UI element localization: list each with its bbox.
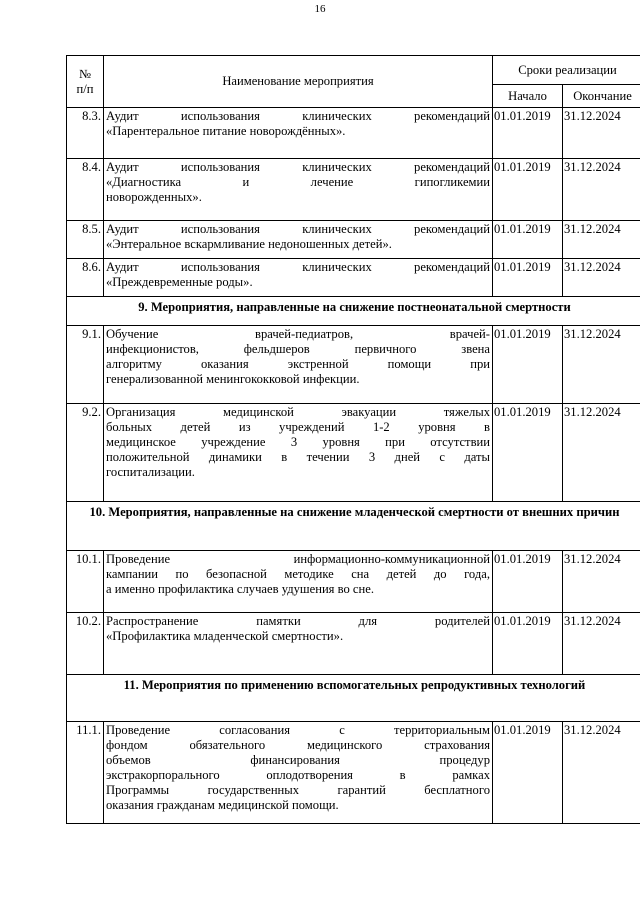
end-date: 31.12.2024 — [563, 551, 640, 613]
start-date: 01.01.2019 — [493, 108, 563, 159]
table-row — [67, 159, 640, 221]
table-body — [67, 108, 640, 824]
measure-name-line: алгоритму оказания экстренной помощи при — [106, 357, 490, 371]
measure-name-line: «Профилактика младенческой смертности». — [106, 629, 344, 643]
measure-name-line: Проведение согласования с территориальным — [106, 723, 490, 737]
measure-name-line: экстракорпорального оплодотворения в рамках — [106, 768, 490, 782]
measure-name — [104, 221, 493, 259]
measure-name-line: Аудит использования клинических рекомендаций — [106, 109, 490, 123]
table-header — [67, 56, 640, 108]
measure-name-line: оказания гражданам медицинской помощи. — [106, 798, 339, 812]
header-num-cell — [67, 56, 104, 108]
row-number: 11.1. — [67, 722, 104, 824]
row-number: 8.3. — [67, 108, 104, 159]
measure-name-line: инфекционистов, фельдшеров первичного звена — [106, 342, 490, 356]
measures-table — [66, 55, 640, 824]
measure-name-line: медицинское учреждение 3 уровня при отсутствии — [106, 435, 490, 449]
measure-name-line: Аудит использования клинических рекомендаций — [106, 260, 490, 274]
measure-name-line: а именно профилактика случаев удушения во сне. — [106, 582, 374, 596]
measure-name-line: Аудит использования клинических рекомендаций — [106, 160, 490, 174]
start-date: 01.01.2019 — [493, 722, 563, 824]
end-date: 31.12.2024 — [563, 159, 640, 221]
end-date: 31.12.2024 — [563, 108, 640, 159]
section-title: 9. Мероприятия, направленные на снижение постнеонатальной смертности — [67, 297, 640, 326]
start-date: 01.01.2019 — [493, 613, 563, 675]
row-number: 8.5. — [67, 221, 104, 259]
table-row — [67, 326, 640, 404]
row-number: 8.6. — [67, 259, 104, 297]
measure-name — [104, 259, 493, 297]
measure-name-line: Аудит использования клинических рекомендаций — [106, 222, 490, 236]
section-title: 10. Мероприятия, направленные на снижение младенческой смертности от внешних причин — [67, 502, 640, 551]
start-date: 01.01.2019 — [493, 551, 563, 613]
row-number: 8.4. — [67, 159, 104, 221]
table-row — [67, 722, 640, 824]
section-row — [67, 675, 640, 722]
measure-name-line: «Преждевременные роды». — [106, 275, 253, 289]
header-num-sublabel: п/п — [76, 81, 94, 96]
table-row — [67, 613, 640, 675]
measure-name-line: положительной динамики в течении 3 дней с даты — [106, 450, 490, 464]
end-date: 31.12.2024 — [563, 613, 640, 675]
start-date: 01.01.2019 — [493, 259, 563, 297]
header-num-label: № — [78, 66, 92, 81]
measure-name-line: Распространение памятки для родителей — [106, 614, 490, 628]
measure-name-line: «Парентеральное питание новорождённых». — [106, 124, 346, 138]
measure-name — [104, 326, 493, 404]
measure-name-line: Организация медицинской эвакуации тяжелых — [106, 405, 490, 419]
measure-name-line: Программы государственных гарантий бесплатного — [106, 783, 490, 797]
section-row — [67, 502, 640, 551]
section-title: 11. Мероприятия по применению вспомогательных репродуктивных технологий — [67, 675, 640, 722]
measure-name-line: «Диагностика и лечение гипогликемии — [106, 175, 490, 189]
row-number: 10.2. — [67, 613, 104, 675]
measure-name — [104, 159, 493, 221]
measure-name-line: госпитализации. — [106, 465, 195, 479]
end-date: 31.12.2024 — [563, 221, 640, 259]
measure-name-line: новорожденных». — [106, 190, 202, 204]
end-date: 31.12.2024 — [563, 259, 640, 297]
table-row — [67, 221, 640, 259]
end-date: 31.12.2024 — [563, 404, 640, 502]
table-row — [67, 259, 640, 297]
table-row — [67, 404, 640, 502]
start-date: 01.01.2019 — [493, 326, 563, 404]
measure-name — [104, 613, 493, 675]
table-row — [67, 108, 640, 159]
end-date: 31.12.2024 — [563, 722, 640, 824]
measure-name-line: фондом обязательного медицинского страхования — [106, 738, 490, 752]
measure-name — [104, 551, 493, 613]
start-date: 01.01.2019 — [493, 221, 563, 259]
section-row — [67, 297, 640, 326]
row-number: 10.1. — [67, 551, 104, 613]
measure-name-line: объемов финансирования процедур — [106, 753, 490, 767]
measure-name — [104, 108, 493, 159]
row-number: 9.1. — [67, 326, 104, 404]
measure-name — [104, 722, 493, 824]
header-start-cell: Начало — [493, 85, 563, 108]
measure-name — [104, 404, 493, 502]
measure-name-line: генерализованной менингококковой инфекции. — [106, 372, 360, 386]
measure-name-line: кампании по безопасной методике сна детей до года, — [106, 567, 490, 581]
start-date: 01.01.2019 — [493, 159, 563, 221]
start-date: 01.01.2019 — [493, 404, 563, 502]
table-row — [67, 551, 640, 613]
row-number: 9.2. — [67, 404, 104, 502]
measure-name-line: Обучение врачей-педиатров, врачей- — [106, 327, 490, 341]
measure-name-line: больных детей из учреждений 1-2 уровня в — [106, 420, 490, 434]
end-date: 31.12.2024 — [563, 326, 640, 404]
header-end-cell: Окончание — [563, 85, 640, 108]
page-number: 16 — [314, 3, 326, 15]
header-period-cell: Сроки реализации — [493, 56, 640, 85]
measure-name-line: «Энтеральное вскармливание недоношенных детей». — [106, 237, 392, 251]
measure-name-line: Проведение информационно-коммуникационной — [106, 552, 490, 566]
header-name-cell: Наименование мероприятия — [104, 56, 493, 108]
